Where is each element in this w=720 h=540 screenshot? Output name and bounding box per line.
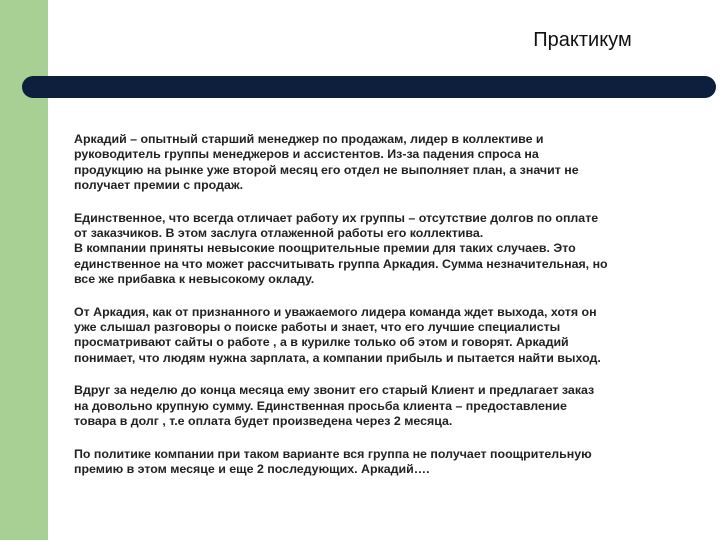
paragraph-group-strength: Единственное, что всегда отличает работу их группы – отсутствие долгов по оплате от заказчиков. В этом заслуга отлаженной работы его коллектива. В компании приняты невысокие поощрительные премии для таких случаев. Это единственное на что может рассчитывать группа Аркадия. Сумма незначительная, но все же прибавка к невысокому окладу.: [74, 210, 608, 287]
slide-body: [74, 132, 694, 477]
paragraph-team-expectations: От Аркадия, как от признанного и уважаемого лидера команда ждет выхода, хотя он уже слышал разговоры о поиске работы и знает, что его лучшие специалисты просматривают сайты о работе , а в курилке только об этом и говорят. Аркадий понимает, что людям нужна зарплата, а компании прибыль и пытается найти выход.: [74, 304, 601, 365]
paragraph-situation: Аркадий – опытный старший менеджер по продажам, лидер в коллективе и руководитель группы менеджеров и ассистентов. Из-за падения спроса на продукцию на рынке уже второй месяц его отдел не выполняет план, а значит не получает премии с продаж.: [74, 132, 579, 193]
title-divider-bar: [22, 76, 716, 98]
paragraph-client-offer: Вдруг за неделю до конца месяца ему звонит его старый Клиент и предлагает заказ на довольно крупную сумму. Единственная просьба клиента – предоставление товара в долг , т.е оплата будет произведена через 2 месяца.: [74, 383, 595, 429]
paragraph-company-policy: По политике компании при таком варианте вся группа не получает поощрительную премию в этом месяце и еще 2 последующих. Аркадий….: [74, 446, 592, 476]
slide-title: Практикум: [533, 29, 632, 51]
